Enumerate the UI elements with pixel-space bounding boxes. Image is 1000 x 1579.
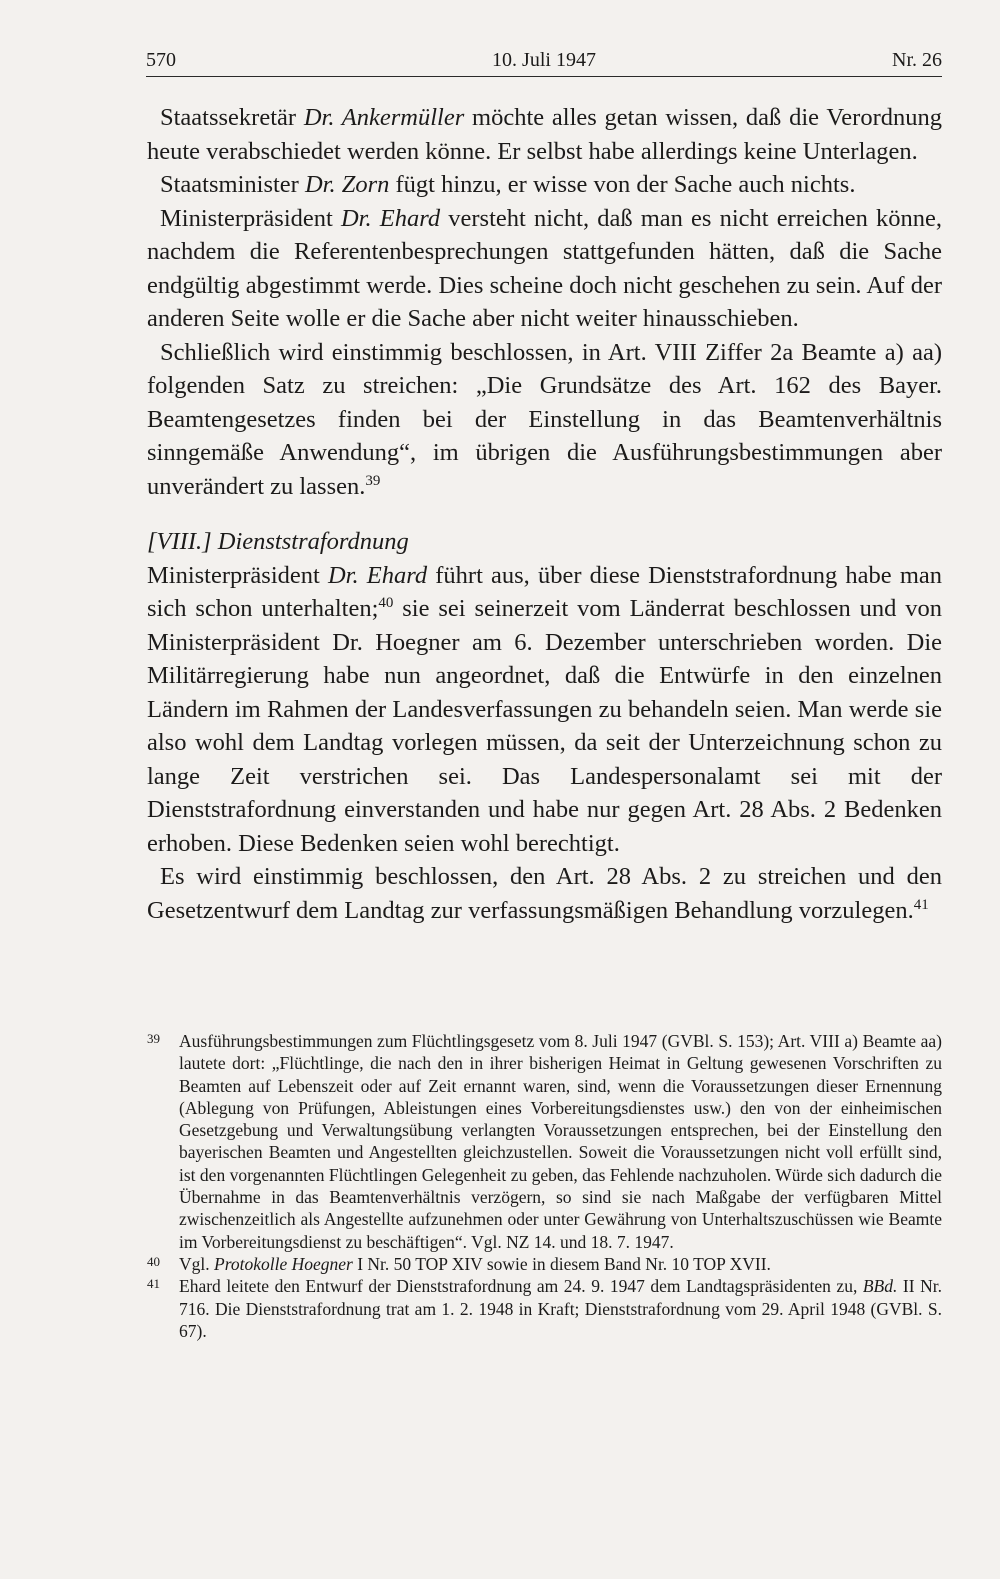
speaker-name: Dr. Zorn bbox=[304, 171, 390, 198]
section-heading-text: [VIII.] Dienststrafordnung bbox=[147, 528, 409, 555]
paragraph-resolution-1 bbox=[147, 336, 942, 504]
footnote-40 bbox=[147, 1253, 942, 1275]
paragraph-text: fügt hinzu, er wisse von der Sache auch nichts. bbox=[389, 171, 856, 198]
footnote-ref: 41 bbox=[913, 896, 929, 913]
paragraph-text: Es wird einstimmig beschlossen, den Art. 28 Abs. 2 zu streichen und den Gesetzentwurf dem Landtag zur verfassungsmäßigen Behandlung vorzulegen. bbox=[147, 863, 942, 924]
speaker-name: Dr. Ehard bbox=[340, 204, 441, 232]
footnote-number: 40 bbox=[147, 1253, 160, 1269]
footnote-number: 41 bbox=[147, 1276, 160, 1292]
paragraph-text: sie sei seinerzeit vom Länderrat beschlossen und von Ministerpräsident Dr. Hoegner am 6. Dezember unterschrieben worden. Die Militärregierung habe nun angeordnet, daß die Entwürfe in den einzelnen Ländern im Rahmen der Landesverfassungen zu behandeln seien. Man werde sie also wohl dem Landtag vorlegen müssen, da seit der Unterzeichnung schon zu lange Zeit verstrichen sei. Das Landespersonalamt sei mit der Dienststrafordnung einverstanden und habe nur gegen Art. 28 Abs. 2 Bedenken erhoben. Diese Bedenken seien wohl berechtigt. bbox=[147, 595, 942, 857]
footnote-41 bbox=[147, 1275, 942, 1342]
footnote-citation-title: Protokolle Hoegner bbox=[214, 1253, 353, 1274]
paragraph-text: Ministerpräsident bbox=[160, 204, 341, 232]
speaker-name: Dr. Ankermüller bbox=[303, 104, 465, 131]
footnote-39 bbox=[147, 1030, 942, 1253]
issue-number: Nr. 26 bbox=[892, 49, 942, 71]
paragraph-text: versteht nicht, daß man es nicht erreichen könne, nachdem die Referentenbesprechungen stattgefunden hätten, daß die Sache endgültig abgestimmt werde. Dies scheine doch nicht geschehen zu sein. Auf der anderen Seite wolle er die Sache aber nicht weiter hinausschieben. bbox=[147, 204, 943, 332]
footnote-ref: 40 bbox=[378, 595, 394, 611]
footnote-citation-title: BBd. bbox=[862, 1276, 898, 1297]
footnotes bbox=[147, 1030, 942, 1342]
paragraph-text: Schließlich wird einstimmig beschlossen, in Art. VIII Ziffer 2a Beamte a) aa) folgenden Satz zu streichen: „Die Grundsätze des Art. 162 des Bayer. Beamtengesetzes finden bei der Einstellung in das Beamtenverhältnis sinngemäße Anwendung“, im übrigen die Ausführungsbestimmungen aber unverändert zu lassen. bbox=[147, 338, 942, 500]
running-header bbox=[146, 44, 942, 77]
footnote-number: 39 bbox=[147, 1031, 160, 1046]
footnote-text: I Nr. 50 TOP XIV sowie in diesem Band Nr. 10 TOP XVII. bbox=[352, 1253, 771, 1274]
header-date: 10. Juli 1947 bbox=[492, 49, 596, 71]
paragraph-text: Staatssekretär bbox=[160, 104, 304, 131]
speaker-name: Dr. Ehard bbox=[327, 561, 428, 589]
paragraph-ehard-2 bbox=[147, 559, 942, 861]
paragraph-text: möchte alles getan wissen, daß die Verordnung heute verabschiedet werden könne. Er selbst habe allerdings keine Unterlagen. bbox=[147, 104, 942, 165]
paragraph-zorn bbox=[147, 168, 942, 202]
footnote-ref: 39 bbox=[365, 472, 381, 489]
paragraph-text: Staatsminister bbox=[160, 171, 305, 198]
main-text bbox=[147, 101, 942, 927]
paragraph-text: führt aus, über diese Dienststrafordnung habe man sich schon unterhalten; bbox=[147, 561, 942, 622]
section-heading bbox=[147, 525, 942, 559]
paragraph-text: Ministerpräsident bbox=[147, 561, 328, 589]
page-number: 570 bbox=[146, 49, 176, 71]
footnote-text: Ausführungsbestimmungen zum Flüchtlingsgesetz vom 8. Juli 1947 (GVBl. S. 153); Art. VIII a) Beamte aa) lautete dort: „Flüchtlinge, die nach den in ihrer bisherigen Heimat in Geltung gewesenen Vorschriften zu Beamten auf Lebenszeit oder auf Zeit ernannt waren, sind, wenn die Voraussetzungen dieser Ernennung (Ablegung von Prüfungen, Ableistungen eines Vorbereitungsdienstes usw.) den von der einheimischen Gesetzgebung und Verwaltungsübung verlangten Voraussetzungen entsprechen, bei der Einstellung den bayerischen Beamten und Angestellten gleichzustellen. Soweit die Voraussetzungen nicht voll erfüllt sind, ist den vorgenannten Flüchtlingen Gelegenheit zu geben, das Fehlende nachzuholen. Würde sich dadurch die Übernahme in das Beamtenverhältnis verzögern, so sind sie nach Maßgabe der verfügbaren Mittel zwischenzeitlich als Angestellte aufzunehmen oder unter Gewährung von Unterhaltszuschüssen wie Beamte im Vorbereitungsdienst zu beschäftigen“. Vgl. NZ 14. und 18. 7. 1947. bbox=[179, 1031, 942, 1252]
footnote-text: Vgl. bbox=[179, 1253, 214, 1274]
footnote-text: II Nr. 716. Die Dienststrafordnung trat am 1. 2. 1948 in Kraft; Dienststrafordnung vom 29. April 1948 (GVBl. S. 67). bbox=[179, 1276, 942, 1341]
paragraph-ankermueller bbox=[147, 101, 942, 168]
paragraph-resolution-2 bbox=[147, 860, 942, 927]
paragraph-ehard-1 bbox=[147, 202, 942, 336]
footnote-text: Ehard leitete den Entwurf der Dienststrafordnung am 24. 9. 1947 dem Landtagspräsidenten zu, bbox=[179, 1276, 863, 1297]
